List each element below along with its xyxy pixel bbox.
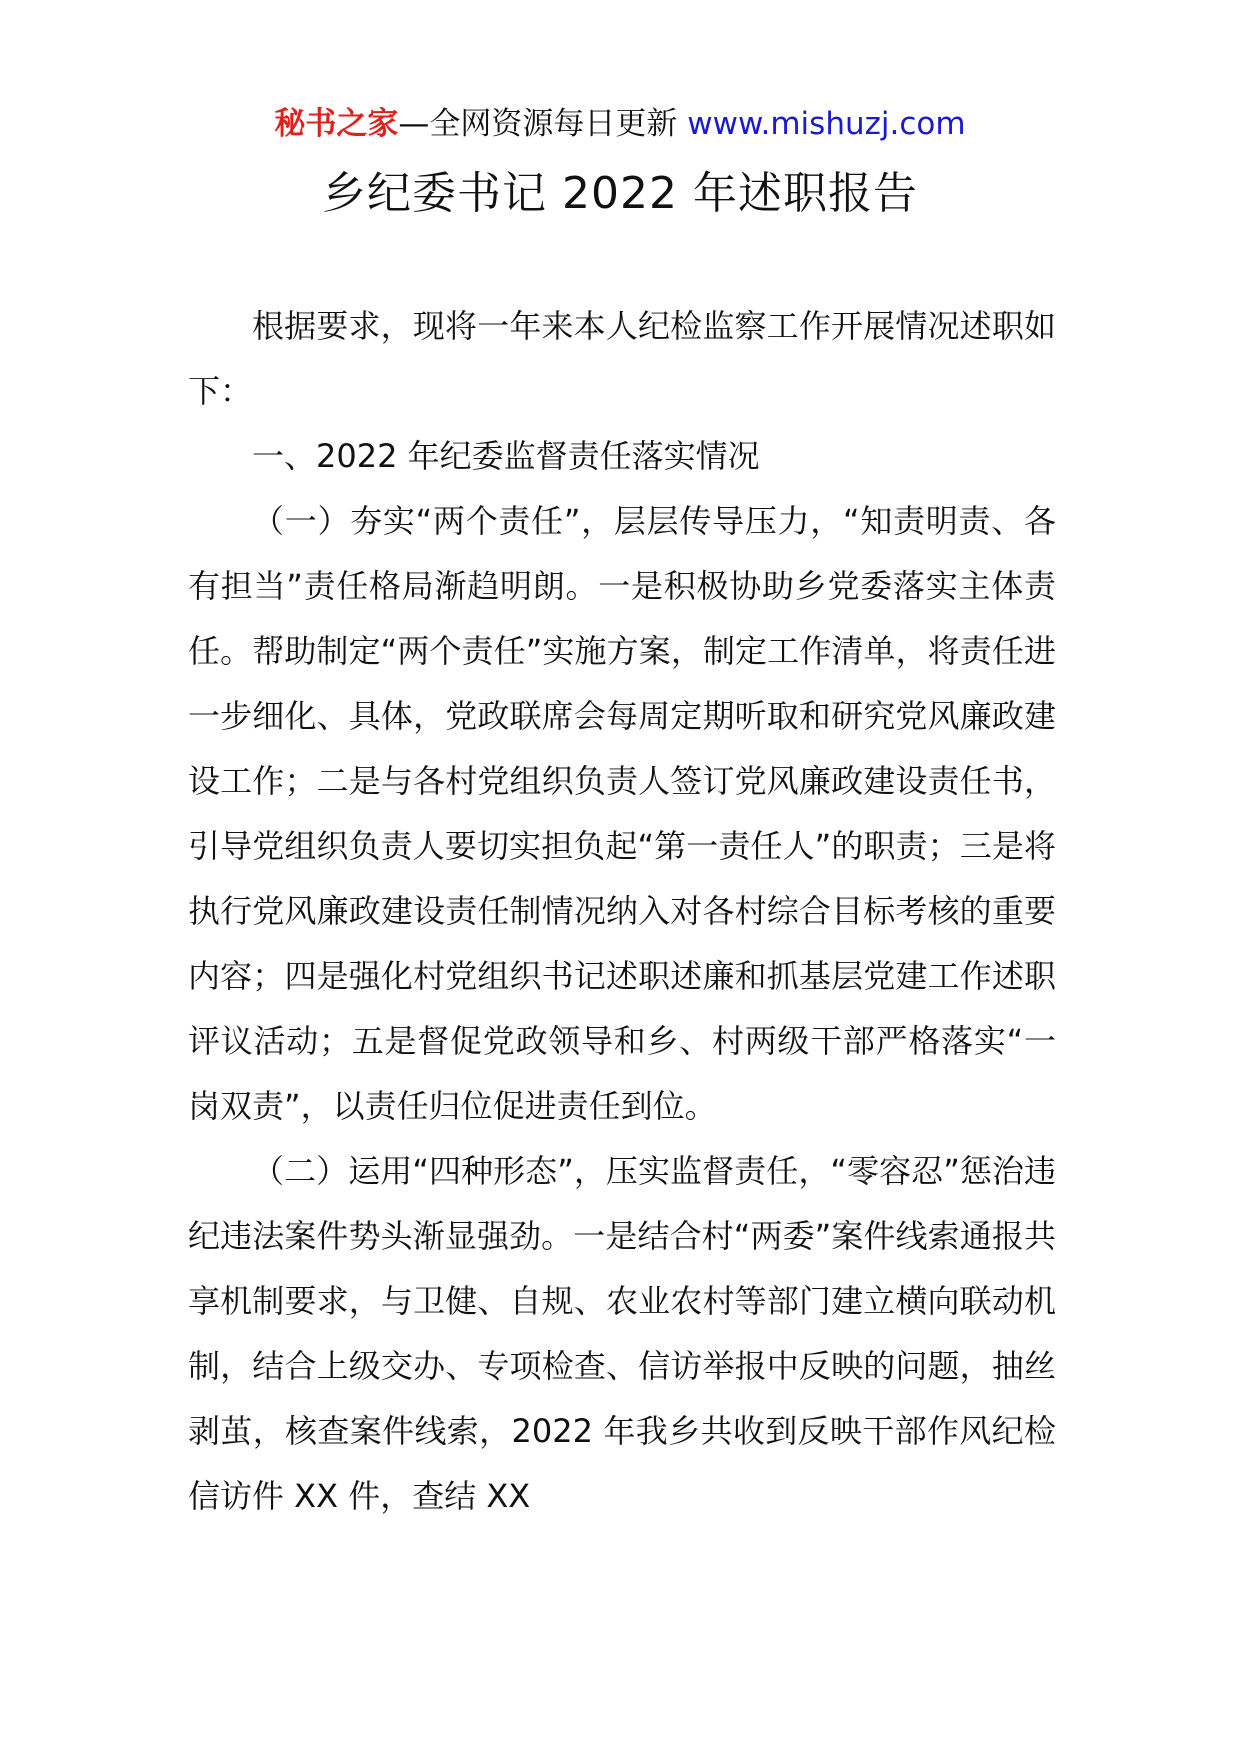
document-title: 乡纪委书记 2022 年述职报告	[322, 168, 918, 219]
body-paragraph: （一）夯实“两个责任”，层层传导压力，“知责明责、各有担当”责任格局渐趋明朗。一是积极协助乡党委落实主体责任。帮助制定“两个责任”实施方案，制定工作清单，将责任进一步细化、具体，党政联席会每周定期听取和研究党风廉政建设工作；二是与各村党组织负责人签订党风廉政建设责任书，引导党组织负责人要切实担负起“第一责任人”的职责；三是将执行党风廉政建设责任制情况纳入对各村综合目标考核的重要内容；四是强化村党组织书记述职述廉和抓基层党建工作述职评议活动；五是督促党政领导和乡、村两级干部严格落实“一岗双责”，以责任归位促进责任到位。	[188, 502, 1056, 1125]
header-tagline: —全网资源每日更新	[398, 106, 688, 142]
document-body	[188, 294, 1056, 1529]
body-paragraph: （二）运用“四种形态”，压实监督责任，“零容忍”惩治违纪违法案件势头渐显强劲。一是结合村“两委”案件线索通报共享机制要求，与卫健、自规、农业农村等部门建立横向联动机制，结合上级交办、专项检查、信访举报中反映的问题，抽丝剥茧，核查案件线索，2022 年我乡共收到反映干部作风纪检信访件 XX 件，查结 XX	[188, 1152, 1056, 1515]
site-header	[0, 104, 1240, 144]
intro-paragraph: 根据要求，现将一年来本人纪检监察工作开展情况述职如下：	[188, 307, 1056, 410]
site-url-link[interactable]: www.mishuzj.com	[687, 106, 966, 142]
brand-name: 秘书之家	[274, 106, 399, 142]
section-heading: 一、2022 年纪委监督责任落实情况	[252, 437, 760, 475]
